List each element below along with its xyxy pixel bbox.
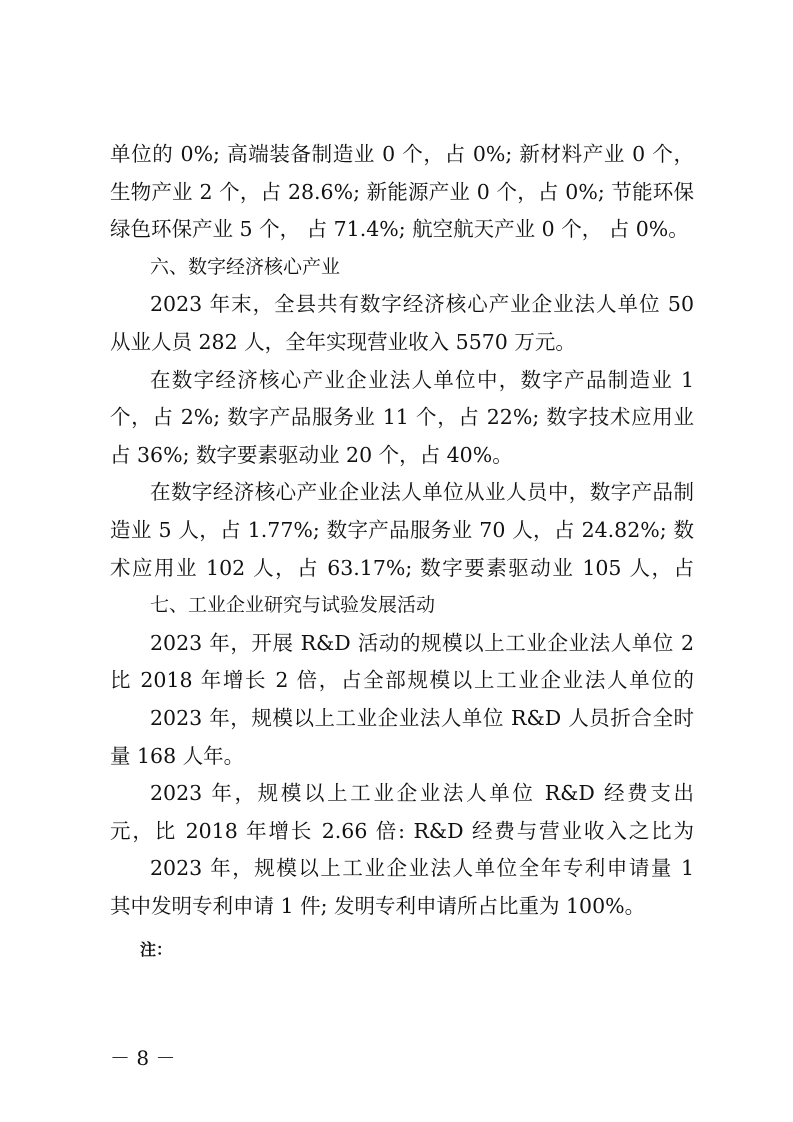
text-line: 比 2018 年增长 2 倍，占全部规模以上工业企业法人单位的 <box>110 668 694 693</box>
note-label: 注： <box>140 940 173 960</box>
section-heading-7: 七、工业企业研究与试验发展活动 <box>150 594 436 617</box>
text-line: 造业 5 人，占 1.77%; 数字产品服务业 70 人，占 24.82%; 数 <box>110 517 694 542</box>
text-line: 占 36%; 数字要素驱动业 20 个，占 40%。 <box>110 442 513 467</box>
text-line: 在数字经济核心产业企业法人单位中，数字产品制造业 1 <box>150 367 694 392</box>
text-line: 2023 年，规模以上工业企业法人单位 R&D 人员折合全时 <box>150 705 694 730</box>
text-line: 在数字经济核心产业企业法人单位从业人员中，数字产品制 <box>150 480 694 505</box>
text-line: 2023 年，开展 R&D 活动的规模以上工业企业法人单位 2 <box>150 630 694 655</box>
page-number: － 8 － <box>110 1046 176 1070</box>
section-heading-6: 六、数字经济核心产业 <box>150 255 341 278</box>
text-line: 从业人员 282 人，全年实现营业收入 5570 万元。 <box>110 329 576 354</box>
text-line: 生物产业 2 个，占 28.6%; 新能源产业 0 个，占 0%; 节能环保 <box>110 179 694 204</box>
text-line: 量 168 人年。 <box>110 743 245 768</box>
document-body <box>110 136 694 969</box>
text-line: 2023 年，规模以上工业企业法人单位全年专利申请量 1 <box>150 856 694 881</box>
text-line: 2023 年，规模以上工业企业法人单位 R&D 经费支出 <box>150 781 694 806</box>
text-line: 术应用业 102 人，占 63.17%; 数字要素驱动业 105 人，占 <box>110 555 694 580</box>
text-line: 其中发明专利申请 1 件; 发明专利申请所占比重为 100%。 <box>110 893 646 918</box>
text-line: 元，比 2018 年增长 2.66 倍: R&D 经费与营业收入之比为 <box>110 818 694 843</box>
text-line: 个，占 2%; 数字产品服务业 11 个，占 22%; 数字技术应用业 <box>110 405 694 430</box>
text-line: 2023 年末，全县共有数字经济核心产业企业法人单位 50 <box>150 292 694 317</box>
text-line: 绿色环保产业 5 个， 占 71.4%; 航空航天产业 0 个， 占 0%。 <box>110 217 689 242</box>
text-line: 单位的 0%; 高端装备制造业 0 个，占 0%; 新材料产业 0 个， <box>110 142 694 166</box>
